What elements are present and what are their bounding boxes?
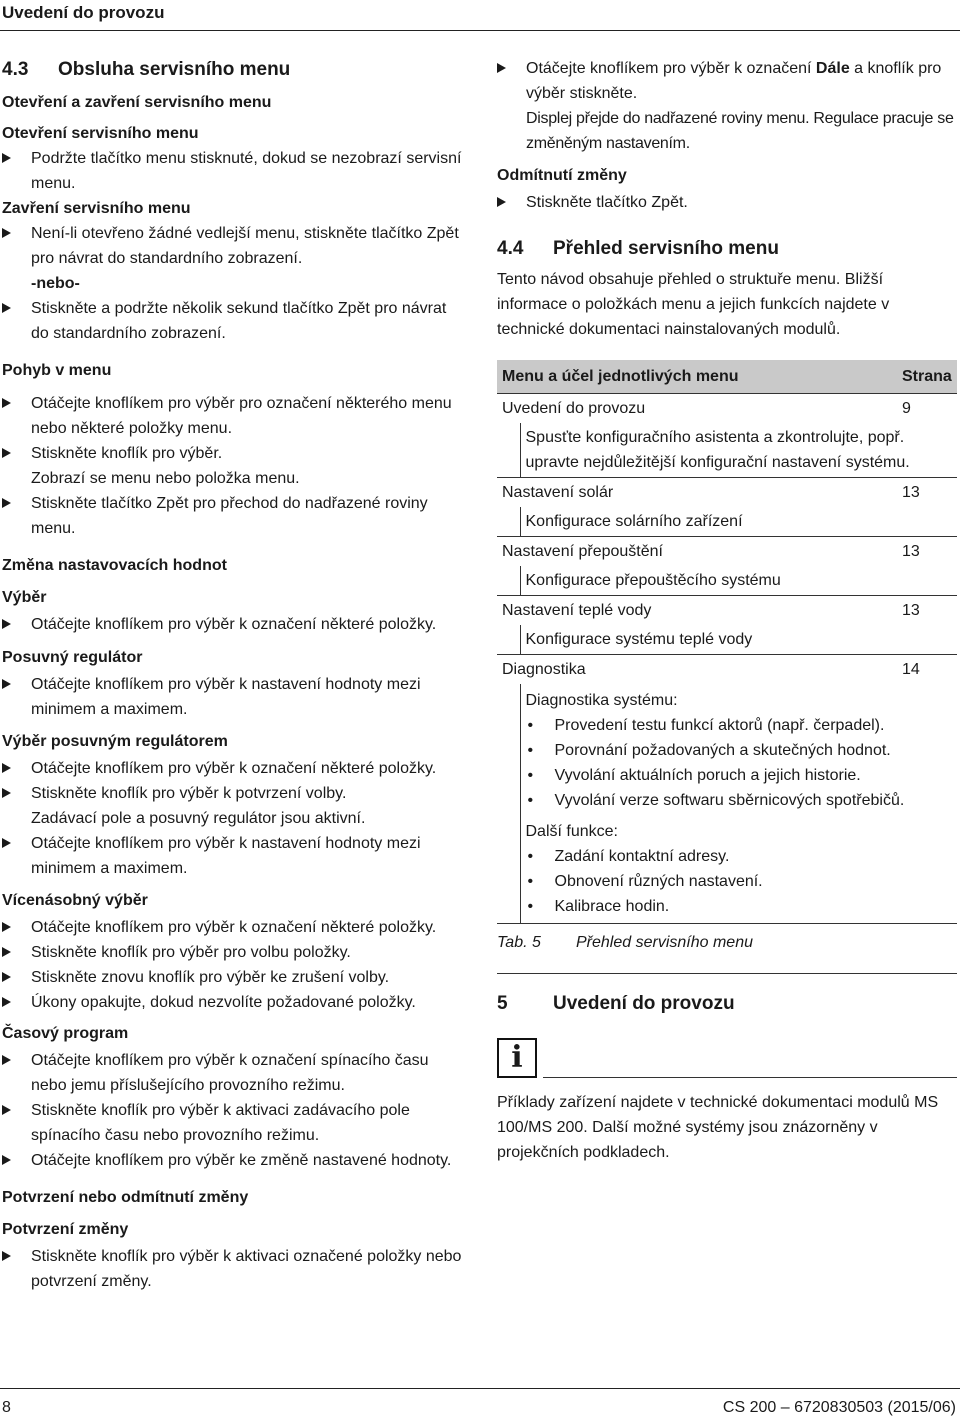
step-move-2-result: Zobrazí se menu nebo položka menu.: [31, 470, 300, 487]
info-box: [497, 1038, 957, 1078]
row-name: Nastavení solár: [497, 478, 897, 508]
table-row: [497, 478, 957, 508]
row-page: 14: [897, 655, 957, 685]
row-page: 13: [897, 596, 957, 626]
arrow-icon: [2, 763, 11, 773]
diag-more-item: • Obnovení různých nastavení.: [526, 869, 953, 894]
step-select: Otáčejte knoflíkem pro výběr k označení některé položky.: [2, 612, 462, 637]
step-time-2: Stiskněte knoflík pro výběr k aktivaci zadávacího pole spínacího času nebo provozního režimu.: [2, 1098, 462, 1148]
step-ss-2-result: Zadávací pole a posuvný regulátor jsou aktivní.: [31, 810, 366, 827]
step-close-2: Stiskněte a podržte několik sekund tlačítko Zpět pro návrat do standardního zobrazení.: [2, 296, 462, 346]
arrow-icon: [2, 972, 11, 982]
intro-paragraph: Tento návod obsahuje přehled o struktuře menu. Bližší informace o položkách menu a jejich funkcích najdete v technické dokumentaci nainstalovaných modulů.: [497, 271, 890, 338]
table-subrow: [497, 684, 957, 924]
document-id: CS 200 – 6720830503 (2015/06): [722, 1399, 956, 1416]
diag-sys-item: • Vyvolání verze softwaru sběrnicových spotřebičů.: [526, 788, 953, 813]
heading-confirm: Potvrzení změny: [2, 1221, 129, 1238]
heading-select: Výběr: [2, 589, 47, 606]
heading-time: Časový program: [2, 1025, 129, 1042]
service-menu-table: [497, 360, 957, 924]
header-page: Strana: [897, 360, 957, 394]
arrow-icon: [2, 997, 11, 1007]
step-multi-4: Úkony opakujte, dokud nezvolíte požadované položky.: [2, 990, 462, 1015]
arrow-icon: [2, 619, 11, 629]
diag-more-item: • Kalibrace hodin.: [526, 894, 953, 919]
heading-move: Pohyb v menu: [2, 362, 112, 379]
row-name: Uvedení do provozu: [497, 394, 897, 424]
arrow-icon: [2, 922, 11, 932]
table-caption: Tab. 5 Přehled servisního menu: [497, 934, 753, 951]
row-name: Nastavení přepouštění: [497, 537, 897, 567]
left-column: [2, 56, 462, 1294]
step-move-1: Otáčejte knoflíkem pro výběr pro označení některého menu nebo některé položky menu.: [2, 391, 462, 441]
heading-slider: Posuvný regulátor: [2, 649, 143, 666]
step-close-1: Není-li otevřeno žádné vedlejší menu, stiskněte tlačítko Zpět pro návrat do standardního zobrazení.: [2, 221, 462, 271]
arrow-icon: [2, 1055, 11, 1065]
step-confirm-2-result: Displej přejde do nadřazené roviny menu. Regulace pracuje se změněným nastavením.: [526, 110, 954, 152]
heading-open-close: Otevření a zavření servisního menu: [2, 94, 272, 111]
table-header-row: [497, 360, 957, 394]
arrow-icon: [2, 1105, 11, 1115]
info-rule: [543, 1077, 957, 1078]
diag-sys-item: • Provedení testu funkcí aktorů (např. čerpadel).: [526, 713, 953, 738]
page-number: 8: [2, 1399, 11, 1416]
heading-open: Otevření servisního menu: [2, 125, 199, 142]
diag-desc: [520, 684, 957, 924]
table-subrow: [497, 423, 957, 478]
table-row: [497, 655, 957, 685]
section-5-heading: 5 Uvedení do provozu: [497, 993, 735, 1014]
right-column: [497, 56, 957, 1165]
step-slider: Otáčejte knoflíkem pro výběr k nastavení hodnoty mezi minimem a maximem.: [2, 672, 462, 722]
row-desc: Konfigurace systému teplé vody: [520, 625, 957, 655]
step-ss-3: Otáčejte knoflíkem pro výběr k nastavení hodnoty mezi minimem a maximem.: [2, 831, 462, 881]
info-text: Příklady zařízení najdete v technické dokumentaci modulů MS 100/MS 200. Další možné systémy jsou znázorněny v projekčních podkladech.: [497, 1094, 939, 1161]
footer-rule: [0, 1388, 960, 1389]
table-row: [497, 394, 957, 424]
diag-sys-item: • Vyvolání aktuálních poruch a jejich historie.: [526, 763, 953, 788]
section-4-3-heading: 4.3 Obsluha servisního menu: [2, 59, 291, 80]
arrow-icon: [2, 788, 11, 798]
arrow-icon: [2, 303, 11, 313]
heading-multi: Vícenásobný výběr: [2, 892, 148, 909]
step-move-3: Stiskněte tlačítko Zpět pro přechod do nadřazené roviny menu.: [2, 491, 462, 541]
table-row: [497, 537, 957, 567]
diag-more-item: • Zadání kontaktní adresy.: [526, 844, 953, 869]
table-row: [497, 596, 957, 626]
heading-change: Změna nastavovacích hodnot: [2, 557, 227, 574]
step-confirm: Stiskněte knoflík pro výběr k aktivaci označené položky nebo potvrzení změny.: [2, 1244, 462, 1294]
row-page: 13: [897, 478, 957, 508]
step-ss-1: Otáčejte knoflíkem pro výběr k označení některé položky.: [2, 756, 462, 781]
diag-more-label: Další funkce:: [525, 823, 618, 840]
header-menu: Menu a účel jednotlivých menu: [497, 360, 897, 394]
row-desc: Konfigurace přepouštěcího systému: [520, 566, 957, 596]
arrow-icon: [2, 498, 11, 508]
section-4-4-heading: 4.4 Přehled servisního menu: [497, 238, 779, 259]
step-multi-3: Stiskněte znovu knoflík pro výběr ke zrušení volby.: [2, 965, 462, 990]
arrow-icon: [2, 947, 11, 957]
arrow-icon: [497, 197, 506, 207]
row-name: Diagnostika: [497, 655, 897, 685]
table-subrow: [497, 507, 957, 537]
diag-sys-item: • Porovnání požadovaných a skutečných hodnot.: [526, 738, 953, 763]
nebo-label: -nebo-: [31, 275, 80, 292]
info-icon: i: [497, 1038, 537, 1078]
step-time-3: Otáčejte knoflíkem pro výběr ke změně nastavené hodnoty.: [2, 1148, 462, 1173]
arrow-icon: [2, 1155, 11, 1165]
row-page: 13: [897, 537, 957, 567]
arrow-icon: [2, 448, 11, 458]
arrow-icon: [2, 838, 11, 848]
arrow-icon: [2, 398, 11, 408]
step-reject: Stiskněte tlačítko Zpět.: [497, 190, 957, 215]
step-move-2: Stiskněte knoflík pro výběr.: [2, 441, 462, 466]
step-multi-2: Stiskněte knoflík pro výběr pro volbu položky.: [2, 940, 462, 965]
table-subrow: [497, 566, 957, 596]
heading-close: Zavření servisního menu: [2, 200, 191, 217]
row-name: Nastavení teplé vody: [497, 596, 897, 626]
step-time-1: Otáčejte knoflíkem pro výběr k označení spínacího času nebo jemu příslušejícího provozního režimu.: [2, 1048, 462, 1098]
row-desc: Konfigurace solárního zařízení: [520, 507, 957, 537]
heading-reject: Odmítnutí změny: [497, 167, 627, 184]
heading-confirm-reject: Potvrzení nebo odmítnutí změny: [2, 1189, 249, 1206]
step-multi-1: Otáčejte knoflíkem pro výběr k označení některé položky.: [2, 915, 462, 940]
running-header: Uvedení do provozu: [2, 3, 165, 22]
arrow-icon: [2, 153, 11, 163]
diag-sys-label: Diagnostika systému:: [525, 692, 678, 709]
arrow-icon: [2, 1251, 11, 1261]
row-page: 9: [897, 394, 957, 424]
arrow-icon: [2, 679, 11, 689]
step-ss-2: Stiskněte knoflík pro výběr k potvrzení volby.: [2, 781, 462, 806]
table-subrow: [497, 625, 957, 655]
heading-select-slider: Výběr posuvným regulátorem: [2, 733, 228, 750]
row-desc: Spusťte konfiguračního asistenta a zkontrolujte, popř. upravte nejdůležitější konfigurační nastavení systému.: [520, 423, 957, 478]
arrow-icon: [2, 228, 11, 238]
arrow-icon: [497, 63, 506, 73]
step-open: Podržte tlačítko menu stisknuté, dokud se nezobrazí servisní menu.: [2, 146, 462, 196]
header-rule: [0, 30, 960, 31]
step-confirm-2: Otáčejte knoflíkem pro výběr k označení Dále a knoflík pro výběr stiskněte.: [497, 56, 957, 106]
